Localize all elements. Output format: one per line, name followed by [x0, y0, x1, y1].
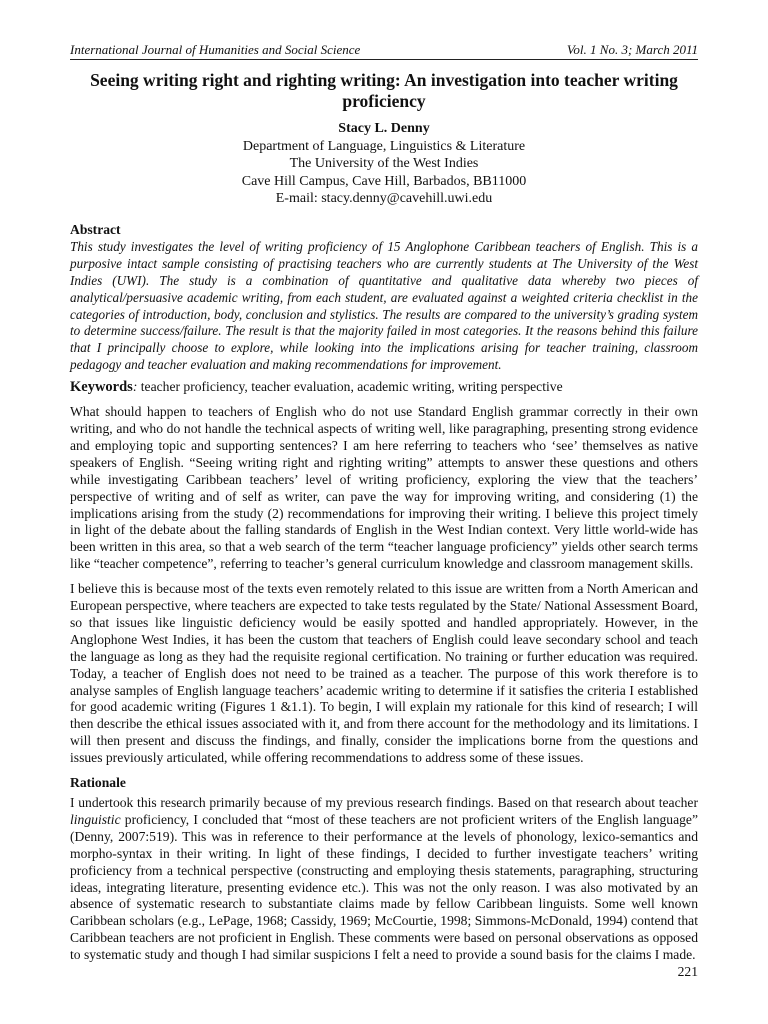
author-university: The University of the West Indies — [289, 156, 479, 171]
keywords-separator: : — [132, 379, 138, 395]
author-campus: Cave Hill Campus, Cave Hill, Barbados, BB11000 — [241, 173, 527, 189]
keywords-line — [70, 379, 698, 396]
author-email: E-mail: stacy.denny@cavehill.uwi.edu — [275, 191, 493, 206]
issue-info: Vol. 1 No. 3; March 2011 — [566, 42, 698, 57]
author-department: Department of Language, Linguistics & Literature — [242, 138, 526, 154]
author-name: Stacy L. Denny — [338, 121, 430, 136]
article-body — [70, 222, 698, 972]
page-number: 221 — [677, 964, 698, 979]
rationale-text-rest: proficiency, I concluded that “most of these teachers are not proficient writers of the English language” (Denny, 2007:519). This was in reference to their performance at the levels of phonology, lexico-semantics and morpho-syntax in their writing. In light of these findings, I decided to further investigate teachers’ writing proficiency from a technical perspective (constructing and employing thesis statements, paragraphing, structuring ideas, integrating literature, presenting evidence etc.). This was not the only reason. I was also motivated by an absence of systematic research to substantiate claims made by fellow Caribbean linguists. Some well known Caribbean scholars (e.g., LePage, 1968; Cassidy, 1969; McCourtie, 1998; Simmons-McDonald, 1994) contend that Caribbean teachers are not proficient in English. These comments were based on personal observations as opposed to systematic study and though I had similar suspicions I felt a need to provide a sound basis for the claims I made. — [70, 811, 698, 963]
abstract-heading: Abstract — [70, 222, 121, 237]
running-header — [70, 42, 698, 60]
keywords-label: Keywords — [70, 379, 133, 396]
body-paragraph: What should happen to teachers of English who do not use Standard English grammar correctly in their own writing, and who do not handle the technical aspects of writing well, like paragraphing, presenting strong evidence and employing topic and supporting sentences? I am here referring to teachers who ‘see’ themselves as native speakers of English. “Seeing writing right and righting writing” attempts to answer these questions and others while investigating Caribbean teachers’ level of writing proficiency, exploring the view that the teachers’ perspective of writing and of self as writer, can pave the way for improving writing, and considering (1) the implications arising from the study (2) recommendations for improving their writing. I believe this project timely in light of the debate about the falling standards of English in the West Indian context. Very little world-wide has been written in this area, so that a web search of the term “teacher language proficiency” yields other search terms like “teacher competence”, referring to teacher’s general curriculum knowledge and classroom management skills. — [70, 404, 698, 572]
rationale-italic-term: linguistic — [70, 811, 121, 827]
rationale-text-start: I undertook this research primarily because of my previous research findings. Based on that research about teacher — [70, 795, 698, 810]
rationale-paragraph — [70, 795, 698, 964]
article-title: Seeing writing right and righting writing: An investigation into teacher writing proficiency — [90, 70, 678, 111]
abstract-text: This study investigates the level of writing proficiency of 15 Anglophone Caribbean teachers of English. This is a purposive intact sample consisting of practising teachers who are currently students at The University of the West Indies (UWI). The study is a combination of quantitative and qualitative data whereby two pieces of analytical/persuasive academic writing, from each student, are evaluated against a weighted criteria checklist in the categories of introduction, body, conclusion and stylistics. The results are compared to the university’s grading system to determine success/failure. The result is that the majority failed in most categories. It the reasons behind this failure that I principally choose to explore, while looking into the implications arising for teacher training, classroom pedagogy and teacher evaluation and making recommendations for improvement. — [70, 238, 698, 373]
author-block — [70, 120, 698, 208]
journal-name: International Journal of Humanities and Social Science — [70, 42, 361, 57]
body-paragraph: I believe this is because most of the texts even remotely related to this issue are written from a North American and European perspective, where teachers are expected to take tests regulated by the State/ National Assessment Board, so that issues like linguistic deficiency would be easily spotted and handled appropriately. However, in the Anglophone West Indies, it has been the custom that teachers of English could leave secondary school and teach the language as long as they had the requisite regional certification. No training or further education was required. Today, a teacher of English does not need to be trained as a teacher. The purpose of this work therefore is to analyse samples of English language teachers’ academic writing to determine if it satisfies the criteria I established for good academic writing (Figures 1 &1.1). To begin, I will explain my rationale for this kind of research; I will then describe the ethical issues associated with it, and from there account for the methodology and its limitations. I will then present and discuss the findings, and finally, consider the implications borne from the questions and issues previously articulated, while offering recommendations to address some of these issues. — [70, 581, 698, 766]
rationale-heading: Rationale — [70, 775, 126, 791]
keywords-text: teacher proficiency, teacher evaluation, academic writing, writing perspective — [137, 379, 563, 395]
